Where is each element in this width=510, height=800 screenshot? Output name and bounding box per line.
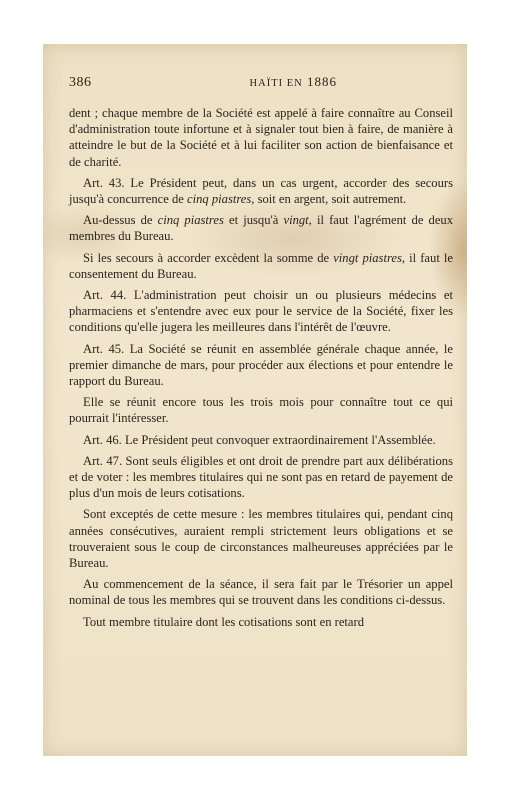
paragraph-article-45: Art. 45. La Société se réunit en assemblée générale chaque année, le premier dimanche de mars, pour procéder aux élections et pour entendre le rapport du Bureau.: [69, 341, 453, 389]
text-run: Art. 43. Le Président peut, dans un cas urgent, accorder des secours jusqu'à concurrence de: [69, 175, 453, 207]
text-run: , il faut l'agrément de deux membres du Bureau.: [69, 213, 454, 244]
text-run: , soit en argent, soit autrement.: [251, 192, 407, 207]
running-title-year: 1886: [307, 74, 337, 89]
text-run: Au-dessus de: [83, 213, 158, 228]
body-text: [69, 105, 453, 630]
paragraph-quarterly-meeting: Elle se réunit encore tous les trois mois pour connaître tout ce qui pourrait l'intéresser.: [69, 395, 453, 426]
text-run: , il faut le consentement du Bureau.: [69, 250, 453, 281]
book-page: [43, 44, 467, 756]
paragraph-article-43: [69, 175, 453, 207]
paragraph-above-five: [69, 212, 453, 244]
text-run: et jusqu'à: [223, 213, 284, 228]
paragraph-article-47: Art. 47. Sont seuls éligibles et ont droit de prendre part aux délibérations et de voter : les membres titulaires qui ne sont pas en retard de payement de plus d'un mois de leurs cotisations.: [69, 453, 453, 501]
paragraph-exceptions: Sont exceptés de cette mesure : les membres titulaires qui, pendant cinq années consécutives, auraient rempli strictement leurs obligations et se trouveraient sous le coup de circonstances malheureuses appréciées par le Bureau.: [69, 507, 453, 571]
italic-amount: vingt: [283, 213, 309, 228]
page-number: 386: [69, 75, 92, 90]
running-title-text: HAÏTI EN: [249, 78, 303, 89]
page-header: [69, 74, 433, 94]
italic-amount: cinq piastres: [157, 213, 224, 228]
paragraph-article-46: Art. 46. Le Président peut convoquer extraordinairement l'Assemblée.: [83, 432, 436, 447]
italic-amount: cinq piastres: [187, 192, 252, 207]
paragraph-roll-call: Au commencement de la séance, il sera fait par le Trésorier un appel nominal de tous les membres qui se trouvent dans les conditions ci-dessus.: [69, 577, 453, 608]
italic-amount: vingt piastres: [333, 250, 402, 265]
paragraph-late-contributions: Tout membre titulaire dont les cotisations sont en retard: [83, 614, 365, 629]
paragraph-continuation: dent ; chaque membre de la Société est appelé à faire connaître au Conseil d'administration toute infortune et à signaler tout bien à faire, de manière à atteindre le but de la Société et à lui faciliter son action de bienfaisance et de charité.: [69, 106, 453, 169]
paragraph-above-twenty: [69, 250, 453, 282]
text-run: Si les secours à accorder excèdent la somme de: [83, 250, 334, 265]
running-title: [250, 74, 337, 90]
paragraph-article-44: Art. 44. L'administration peut choisir un ou plusieurs médecins et pharmaciens et s'entendre avec eux pour le service de la Société, fixer les conditions qu'elle jugera les meilleures dans l'intérêt de l'œuvre.: [69, 288, 453, 335]
